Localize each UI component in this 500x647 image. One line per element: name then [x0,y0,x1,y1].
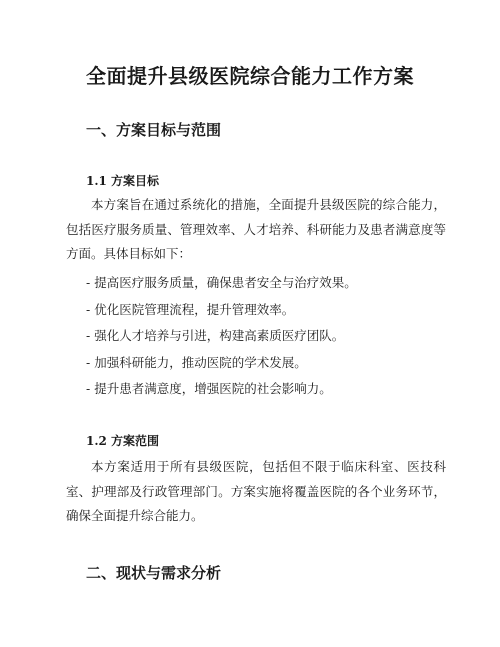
section-heading-goals-scope: 一、方案目标与范围 [86,121,222,139]
goals-bullet-list [86,270,357,403]
subsection-heading-goals: 1.1 方案目标 [86,174,160,188]
goal-bullet-item: - 优化医院管理流程，提升管理效率。 [86,301,295,317]
goal-bullet-item: - 提升患者满意度，增强医院的社会影响力。 [86,381,332,396]
subsection-heading-scope: 1.2 方案范围 [86,434,160,448]
goal-bullet-item: - 加强科研能力，推动医院的学术发展。 [86,354,307,370]
scope-paragraph: 本方案适用于所有县级医院，包括但不限于临床科室、医技科室、护理部及行政管理部门。方案实施将覆盖医院的各个业务环节，确保全面提升综合能力。 [66,459,446,523]
goal-bullet-item: - 强化人才培养与引进，构建高素质医疗团队。 [86,328,345,343]
goal-bullet-item: - 提高医疗服务质量，确保患者安全与治疗效果。 [86,275,357,290]
goals-paragraph: 本方案旨在通过系统化的措施，全面提升县级医院的综合能力，包括医疗服务质量、管理效率、人才培养、科研能力及患者满意度等方面。具体目标如下： [66,197,446,261]
section-heading-status-analysis: 二、现状与需求分析 [86,564,222,582]
document-title: 全面提升县级医院综合能力工作方案 [86,64,414,88]
